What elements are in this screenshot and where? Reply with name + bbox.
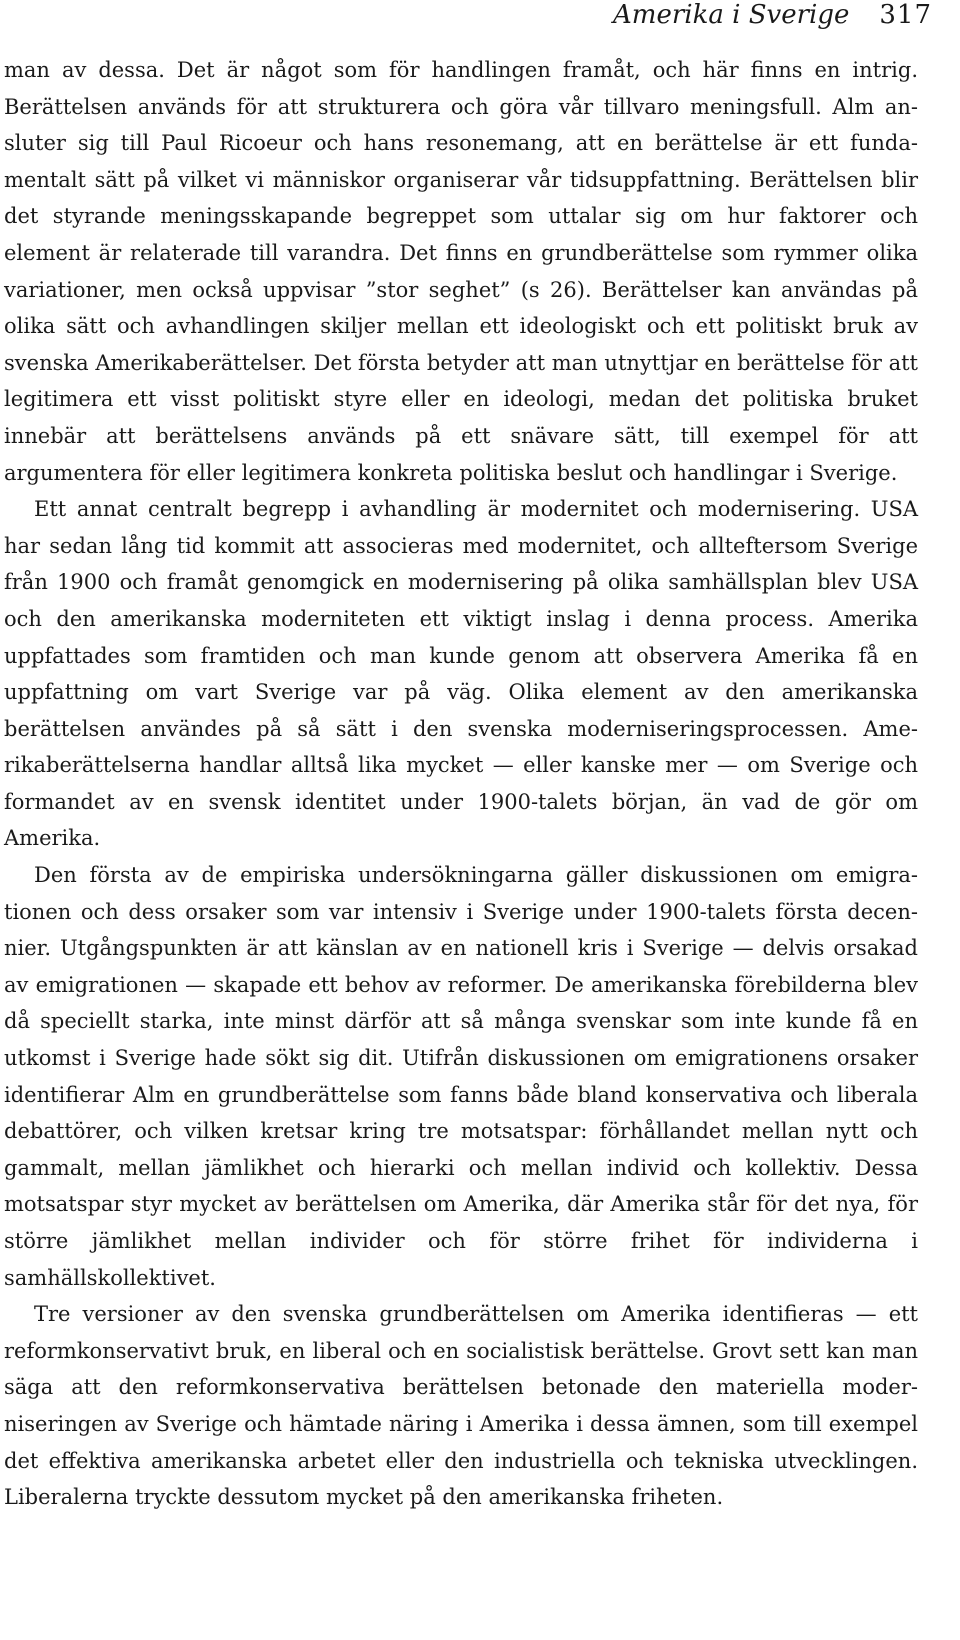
paragraph: man av dessa. Det är något som för handlingen framåt, och här finns en intrig. Berättelsen används för att strukturera och göra vår tillvaro meningsfull. Alm ansluter sig till Paul Ricoeur och hans resonemang, att en berättelse är ett fundamentalt sätt på vilket vi människor organiserar vår tidsuppfattning. Berättelsen blir det styrande meningsskapande begreppet som uttalar sig om hur faktorer och element är relaterade till varandra. Det finns en grundberättelse som rymmer olika variationer, men också uppvisar ”stor seghet” (s 26). Berättelser kan användas på olika sätt och avhandlingen skiljer mellan ett ideologiskt och ett politiskt bruk av svenska Amerikaberättelser. Det första betyder att man utnyttjar en berättelse för att legitimera ett visst politiskt styre eller en ideologi, medan det politiska bruket innebär att berättelsens används på ett snävare sätt, till exempel för att argumentera för eller legitimera konkreta politiska beslut och handlingar i Sverige. [4,58,918,485]
paragraph: Tre versioner av den svenska grundberättelsen om Amerika identifieras — ett reformkonservativt bruk, en liberal och en socialistisk berättelse. Grovt sett kan man säga att den reformkonservativa berättelsen betonade den materiella moderniseringen av Sverige och hämtade näring i Amerika i dessa ämnen, som till exempel det effektiva amerikanska arbetet eller den industriella och tekniska utvecklingen. Liberalerna tryckte dessutom mycket på den amerikanska friheten. [4,1302,918,1510]
running-title: Amerika i Sverige [613,0,850,30]
paragraph: Den första av de empiriska undersökningarna gäller diskussionen om emigrationen och dess orsaker som var intensiv i Sverige under 1900-talets första decennier. Utgångspunkten är att känslan av en nationell kris i Sverige — delvis orsakad av emigrationen — skapade ett behov av reformer. De amerikanska förebilderna blev då speciellt starka, inte minst därför att så många svenskar som inte kunde få en utkomst i Sverige hade sökt sig dit. Utifrån diskussionen om emigrationens orsaker identifierar Alm en grundberättelse som fanns både bland konservativa och liberala debattörer, och vilken kretsar kring tre motsatspar: förhållandet mellan nytt och gammalt, mellan jämlikhet och hierarki och mellan individ och kollektiv. Dessa motsatspar styr mycket av berättelsen om Amerika, där Amerika står för det nya, för större jämlikhet mellan individer och för större frihet för individerna i samhällskollektivet. [4,863,918,1290]
page-number: 317 [879,0,932,30]
body-text [4,52,918,1516]
paragraph: Ett annat centralt begrepp i avhandling är modernitet och modernisering. USA har sedan lång tid kommit att associeras med modernitet, och allteftersom Sverige från 1900 och framåt genomgick en modernisering på olika samhällsplan blev USA och den amerikanska moderniteten ett viktigt inslag i denna process. Amerika uppfattades som framtiden och man kunde genom att observera Amerika få en uppfattning om vart Sverige var på väg. Olika element av den amerikanska berättelsen användes på så sätt i den svenska moderniseringsprocessen. Amerikaberättelserna handlar alltså lika mycket — eller kanske mer — om Sverige och formandet av en svensk identitet under 1900-talets början, än vad de gör om Amerika. [4,497,918,851]
running-header [613,0,932,40]
